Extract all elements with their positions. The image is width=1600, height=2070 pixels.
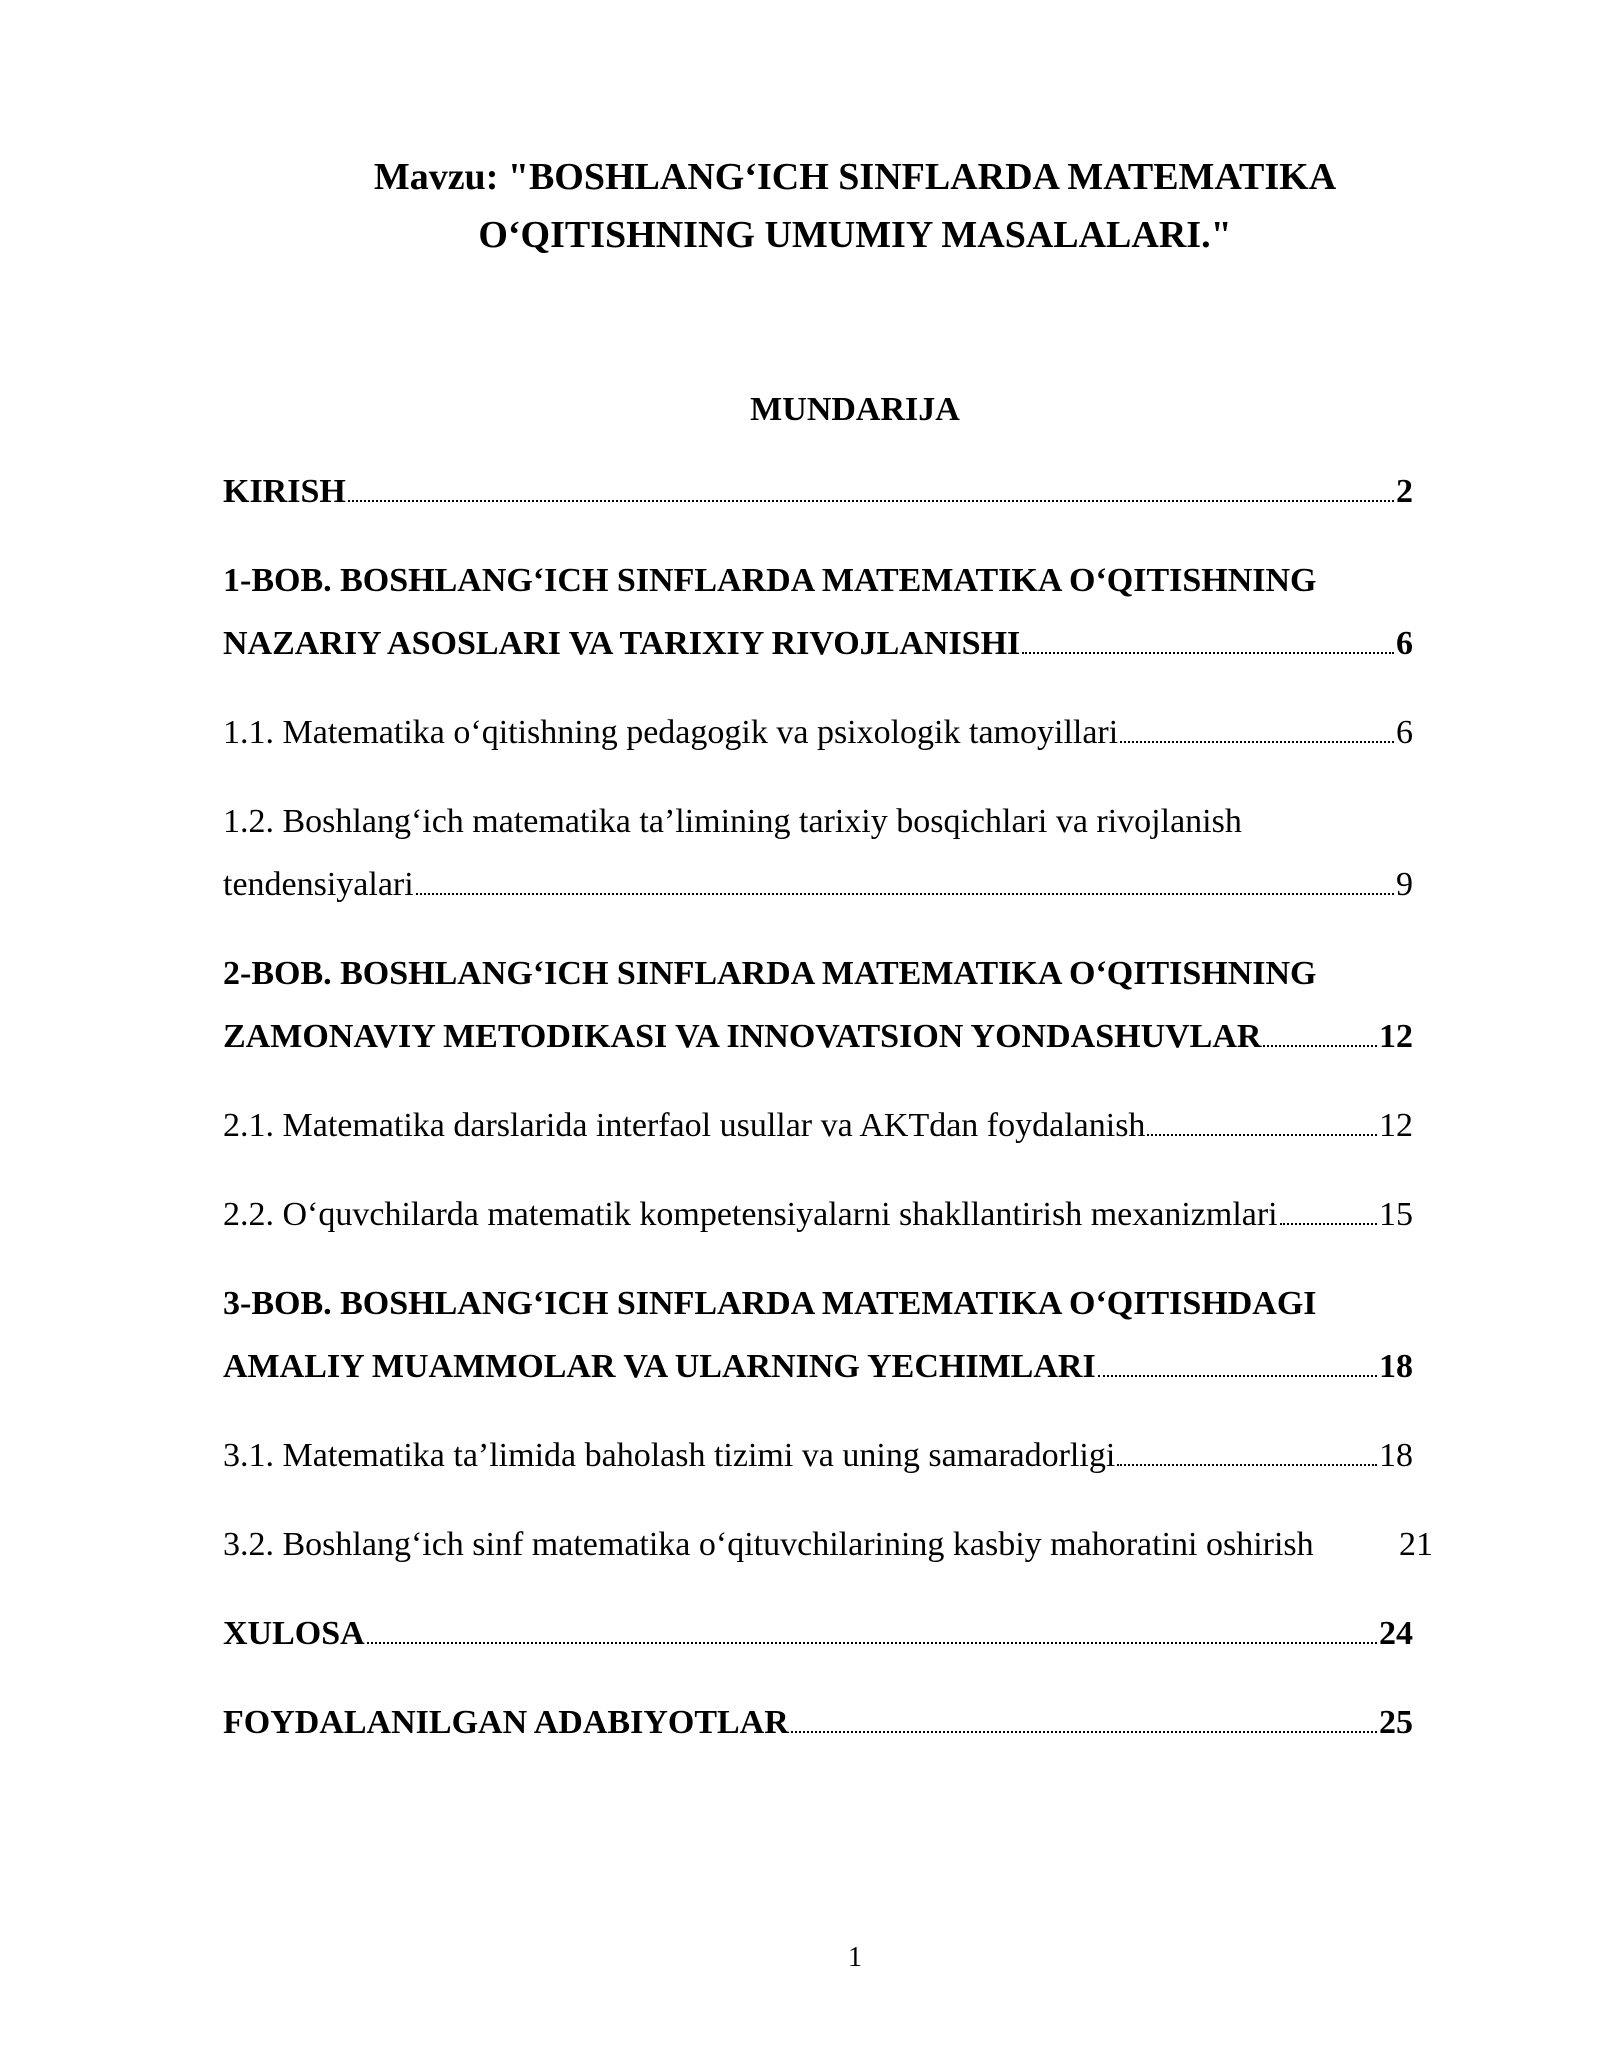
toc-heading: MUNDARIJA [750,391,960,428]
toc-page-number: 18 [1379,1437,1413,1474]
toc-page-number: 21 [1399,1526,1433,1563]
toc-entry-title: tendensiyalari [223,866,414,903]
toc-entry-xulosa [223,1602,1413,1665]
title-line-1: Mavzu: "BOSHLANG‘ICH SINFLARDA MATEMATIKA [373,156,1337,198]
toc-entry-section-1-2 [223,790,1413,916]
toc-entry-section-1-1 [223,701,1413,764]
toc-page-number: 25 [1379,1704,1413,1741]
toc-entry-chapter-3 [223,1272,1413,1398]
toc-entry-chapter-2 [223,942,1413,1068]
dot-leader [1120,741,1394,743]
toc-page-number: 12 [1379,1107,1413,1144]
toc-entry-section-2-1 [223,1094,1413,1157]
toc-entry-title: ZAMONAVIY METODIKASI VA INNOVATSION YONDASHUVLAR [223,1018,1262,1055]
dot-leader [1098,1375,1377,1377]
toc-page-number: 6 [1396,625,1413,662]
toc-entry-section-3-2 [223,1513,1433,1576]
toc-page-number: 6 [1396,714,1413,751]
toc-entry-title: 1.1. Matematika o‘qitishning pedagogik va psixologik tamoyillari [223,714,1119,751]
toc-page-number: 12 [1379,1018,1413,1055]
toc-entry-title: FOYDALANILGAN ADABIYOTLAR [223,1704,789,1741]
toc-entry-title: 3.1. Matematika ta’limida baholash tizimi va uning samaradorligi [223,1437,1116,1474]
page-number: 1 [848,1942,862,1973]
dot-leader [367,1642,1377,1644]
dot-leader [1022,652,1394,654]
toc-entry-chapter-1 [223,549,1413,675]
dot-leader [416,893,1394,895]
title-line-2: O‘QITISHNING UMUMIY MASALALARI." [478,214,1232,256]
toc-entry-title-line-1: 2-BOB. BOSHLANG‘ICH SINFLARDA MATEMATIKA O‘QITISHNING [223,955,1317,992]
toc-entry-title: 2.2. O‘quvchilarda matematik kompetensiyalarni shakllantirish mexanizmlari [223,1196,1278,1233]
toc-entry-title-line-1: 1-BOB. BOSHLANG‘ICH SINFLARDA MATEMATIKA O‘QITISHNING [223,562,1317,599]
toc-entry-title: NAZARIY ASOSLARI VA TARIXIY RIVOJLANISHI [223,625,1021,662]
dot-leader [1147,1134,1377,1136]
toc-entry-references [223,1691,1413,1754]
toc-entry-title: KIRISH [223,473,346,510]
toc-entry-section-3-1 [223,1424,1413,1487]
toc-entry-title-line-1: 1.2. Boshlang‘ich matematika ta’limining tarixiy bosqichlari va rivojlanish [223,803,1242,840]
toc-entry-title: 2.1. Matematika darslarida interfaol usullar va AKTdan foydalanish [223,1107,1146,1144]
dot-leader [1117,1464,1377,1466]
toc-entry-title: AMALIY MUAMMOLAR VA ULARNING YECHIMLARI [223,1348,1096,1385]
dot-leader [791,1731,1377,1733]
toc-entry-section-2-2 [223,1183,1413,1246]
dot-leader [348,500,1394,502]
toc-page-number: 24 [1379,1615,1413,1652]
toc-entry-kirish [223,460,1413,523]
toc-page-number: 15 [1379,1196,1413,1233]
toc-page-number: 2 [1396,473,1413,510]
dot-leader [1280,1223,1377,1225]
toc-entry-title-line-1: 3-BOB. BOSHLANG‘ICH SINFLARDA MATEMATIKA O‘QITISHDAGI [223,1285,1317,1322]
toc-page-number: 9 [1396,866,1413,903]
toc-entry-title: XULOSA [223,1615,365,1652]
toc-page-number: 18 [1379,1348,1413,1385]
table-of-contents [223,460,1433,1780]
toc-entry-title: 3.2. Boshlang‘ich sinf matematika o‘qituvchilarining kasbiy mahoratini oshirish [223,1526,1314,1563]
page-title [300,148,1410,264]
dot-leader [1263,1045,1377,1047]
